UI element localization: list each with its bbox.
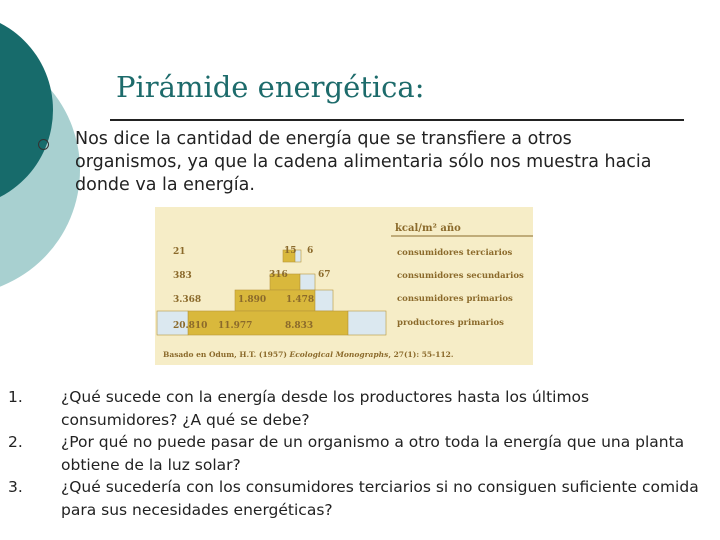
bar-value: 6 [307, 246, 314, 256]
question-list [8, 386, 708, 521]
bar-producers [188, 311, 348, 335]
level-label: consumidores primarios [397, 294, 513, 304]
question-text: ¿Qué sucede con la energía desde los productores hasta los últimos consumidores? ¿A qué se debe? [61, 388, 590, 429]
bar-value: 1.890 [238, 295, 267, 305]
bar-value: 316 [269, 270, 288, 280]
level-label: consumidores terciarios [397, 248, 513, 258]
slide-title: Pirámide energética: [116, 70, 425, 104]
left-value: 383 [173, 271, 192, 281]
intro-paragraph: Nos dice la cantidad de energía que se transfiere a otros organismos, ya que la cadena alimentaria sólo nos muestra hacia donde va la energía. [75, 129, 652, 195]
bullet-icon [38, 139, 49, 150]
unit-label: kcal/m² año [395, 223, 461, 234]
list-item [8, 386, 708, 431]
source-citation: Basado en Odum, H.T. (1957) Ecological Monographs, 27(1): 55-112. [163, 350, 454, 359]
list-item [8, 431, 708, 476]
title-divider [110, 119, 684, 121]
left-value: 21 [173, 247, 186, 257]
energy-pyramid-diagram [155, 207, 533, 365]
left-value: 20.810 [173, 321, 208, 331]
energy-pyramid-figure [155, 207, 533, 365]
bar-value: 15 [284, 246, 297, 256]
level-label: productores primarios [397, 318, 504, 328]
bar-producers-remaining [348, 311, 386, 335]
level-label: consumidores secundarios [397, 271, 524, 281]
decorative-circles [0, 0, 80, 300]
bar-value: 1.478 [286, 295, 315, 305]
bar-primary-remaining [315, 290, 333, 311]
question-number: 2. [8, 433, 23, 451]
bar-value: 8.833 [285, 321, 314, 331]
question-number: 3. [8, 478, 23, 496]
bar-value: 67 [318, 270, 331, 280]
question-text: ¿Qué sucedería con los consumidores terciarios si no consiguen suficiente comida para sus necesidades energéticas? [61, 478, 699, 519]
bar-value: 11.977 [218, 321, 253, 331]
bar-secondary-remaining [300, 274, 315, 290]
left-value: 3.368 [173, 295, 202, 305]
list-item [8, 476, 708, 521]
question-number: 1. [8, 388, 23, 406]
question-text: ¿Por qué no puede pasar de un organismo a otro toda la energía que una planta obtiene de la luz solar? [61, 433, 685, 474]
